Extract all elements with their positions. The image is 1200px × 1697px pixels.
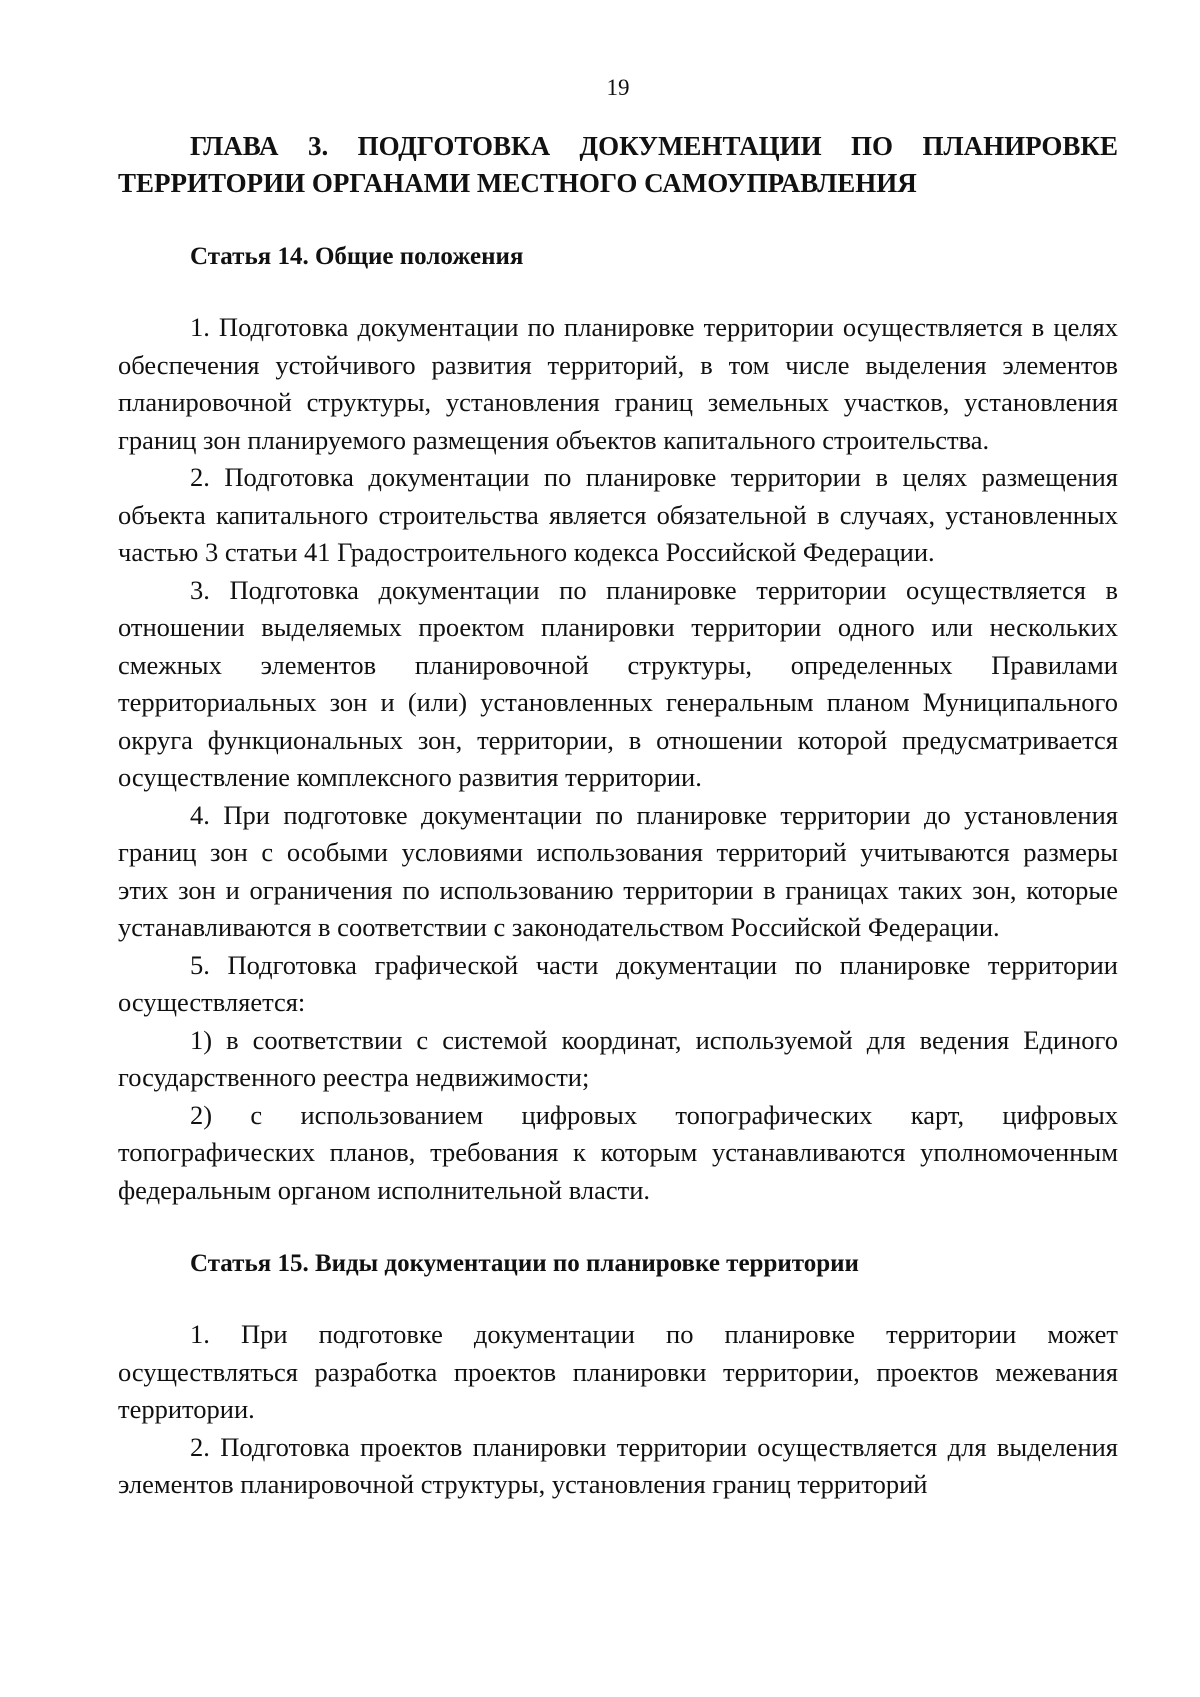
article-15-paragraph-2: 2. Подготовка проектов планировки территории осуществляется для выделения элементов планировочной структуры, установления границ территорий — [118, 1431, 1118, 1499]
article-15-body — [118, 1316, 1118, 1504]
article-14-paragraph-2: 2. Подготовка документации по планировке территории в целях размещения объекта капитального строительства является обязательной в случаях, установленных частью 3 статьи 41 Градостроительного кодекса Российской Федерации. — [118, 462, 1118, 567]
article-14-paragraph-4: 4. При подготовке документации по планировке территории до установления границ зон с особыми условиями использования территорий учитываются размеры этих зон и ограничения по использованию территории в границах таких зон, которые устанавливаются в соответствии с законодательством Российской Федерации. — [118, 799, 1118, 942]
chapter-title: ГЛАВА 3. ПОДГОТОВКА ДОКУМЕНТАЦИИ ПО ПЛАНИРОВКЕ ТЕРРИТОРИИ ОРГАНАМИ МЕСТНОГО САМОУПРАВЛЕНИЯ — [118, 131, 1118, 198]
article-14-body — [118, 309, 1118, 1209]
article-14-subitem-1: 1) в соответствии с системой координат, используемой для ведения Единого государственного реестра недвижимости; — [118, 1024, 1118, 1092]
article-15-title: Статья 15. Виды документации по планировке территории — [190, 1250, 859, 1277]
page-number: 19 — [606, 75, 630, 100]
article-14-paragraph-5: 5. Подготовка графической части документации по планировке территории осуществляется: — [118, 949, 1118, 1017]
article-14-paragraph-3: 3. Подготовка документации по планировке территории осуществляется в отношении выделяемых проектом планировки территории одного или нескольких смежных элементов планировочной структуры, определенных Правилами территориальных зон и (или) установленных генеральным планом Муниципального округа функциональных зон, территории, в отношении которой предусматривается осуществление комплексного развития территории. — [118, 574, 1118, 792]
article-15-paragraph-1: 1. При подготовке документации по планировке территории может осуществляться разработка проектов планировки территории, проектов межевания территории. — [118, 1319, 1118, 1424]
document-body — [118, 128, 1118, 1504]
article-14-subitem-2: 2) с использованием цифровых топографических карт, цифровых топографических планов, требования к которым устанавливаются уполномоченным федеральным органом исполнительной власти. — [118, 1099, 1118, 1205]
article-14-title: Статья 14. Общие положения — [190, 243, 524, 270]
article-14-paragraph-1: 1. Подготовка документации по планировке территории осуществляется в целях обеспечения устойчивого развития территорий, в том числе выделения элементов планировочной структуры, установления границ земельных участков, установления границ зон планируемого размещения объектов капитального строительства. — [118, 312, 1118, 455]
